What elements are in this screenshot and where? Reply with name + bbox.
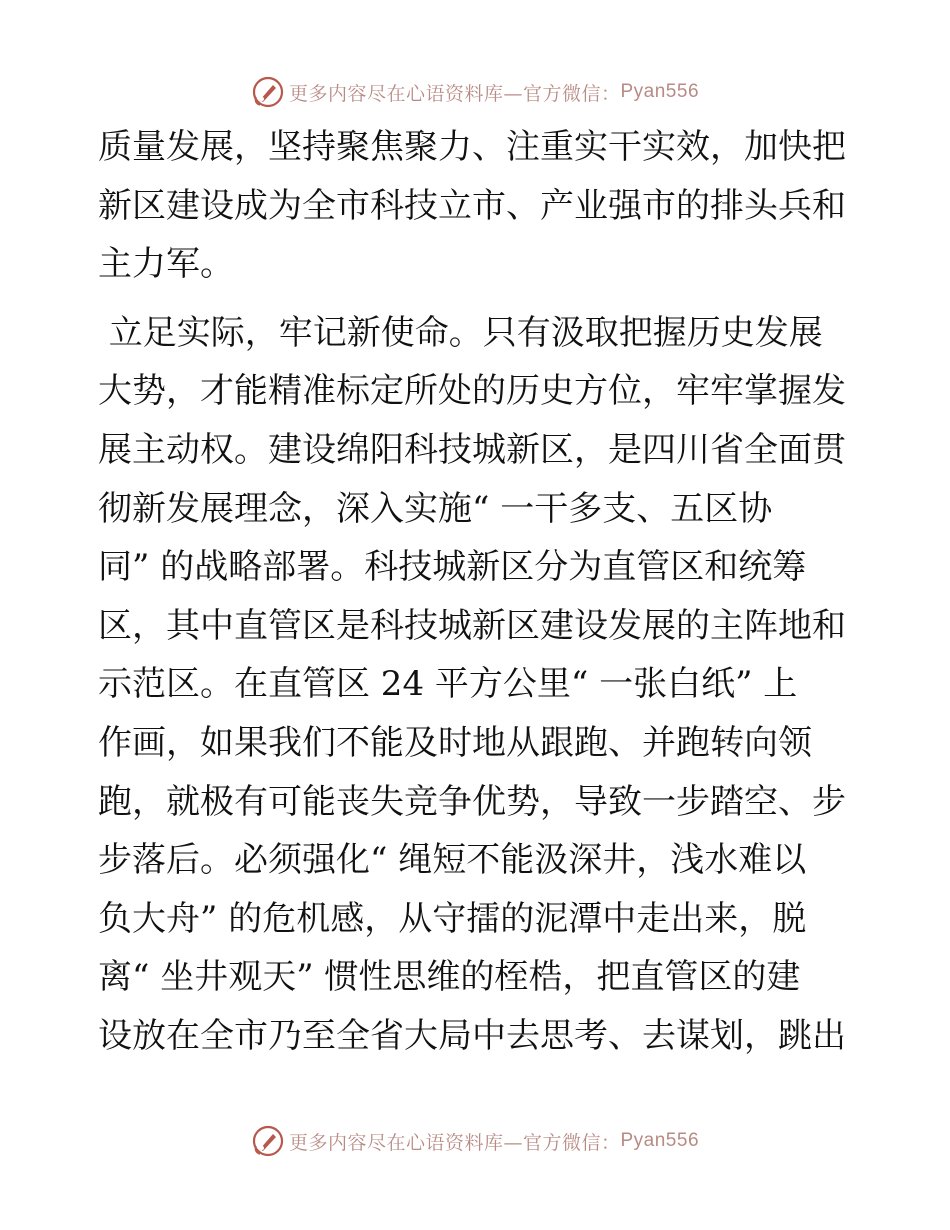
text-line: 大势，才能精准标定所处的历史方位，牢牢掌握发 <box>98 371 846 412</box>
footer-watermark-id: Pyan556 <box>620 1130 700 1151</box>
text-line: 示范区。在直管区 24 平方公里“ 一张白纸” 上 <box>98 664 798 705</box>
text-line: 立足实际，牢记新使命。只有汲取把握历史发展 <box>98 312 823 353</box>
text-line: 展主动权。建设绵阳科技城新区，是四川省全面贯 <box>98 429 846 470</box>
text-line: 离“ 坐井观天” 惯性思维的桎梏，把直管区的建 <box>98 957 801 998</box>
text-line: 主力军。 <box>98 244 234 285</box>
header-watermark <box>0 72 950 112</box>
text-line: 负大舟” 的危机感，从守擂的泥潭中走出来，脱 <box>98 898 807 939</box>
text-line: 作画，如果我们不能及时地从跟跑、并跑转向领 <box>98 722 812 763</box>
footer-watermark-text: 更多内容尽在心语资料库—官方微信： <box>288 1131 621 1154</box>
paragraph-2 <box>98 304 854 1066</box>
footer-watermark <box>0 1121 950 1161</box>
text-line: 设放在全市乃至全省大局中去思考、去谋划，跳出 <box>98 1015 846 1056</box>
pen-emblem-icon <box>251 75 285 109</box>
text-line: 新区建设成为全市科技立市、产业强市的排头兵和 <box>98 185 846 226</box>
paragraph-1 <box>98 118 854 294</box>
text-line: 质量发展，坚持聚焦聚力、注重实干实效，加快把 <box>98 127 846 167</box>
document-body <box>98 118 854 1066</box>
text-line: 区，其中直管区是科技城新区建设发展的主阵地和 <box>98 605 846 646</box>
text-line: 步落后。必须强化“ 绳短不能汲深井，浅水难以 <box>98 840 807 881</box>
header-watermark-id: Pyan556 <box>620 81 700 102</box>
text-line: 跑，就极有可能丧失竞争优势，导致一步踏空、步 <box>98 781 846 822</box>
text-line: 彻新发展理念，深入实施“ 一干多支、五区协 <box>98 488 773 529</box>
header-watermark-text: 更多内容尽在心语资料库—官方微信： <box>288 82 621 105</box>
text-line: 同” 的战略部署。科技城新区分为直管区和统筹 <box>98 547 807 588</box>
pen-emblem-icon <box>251 1124 285 1158</box>
